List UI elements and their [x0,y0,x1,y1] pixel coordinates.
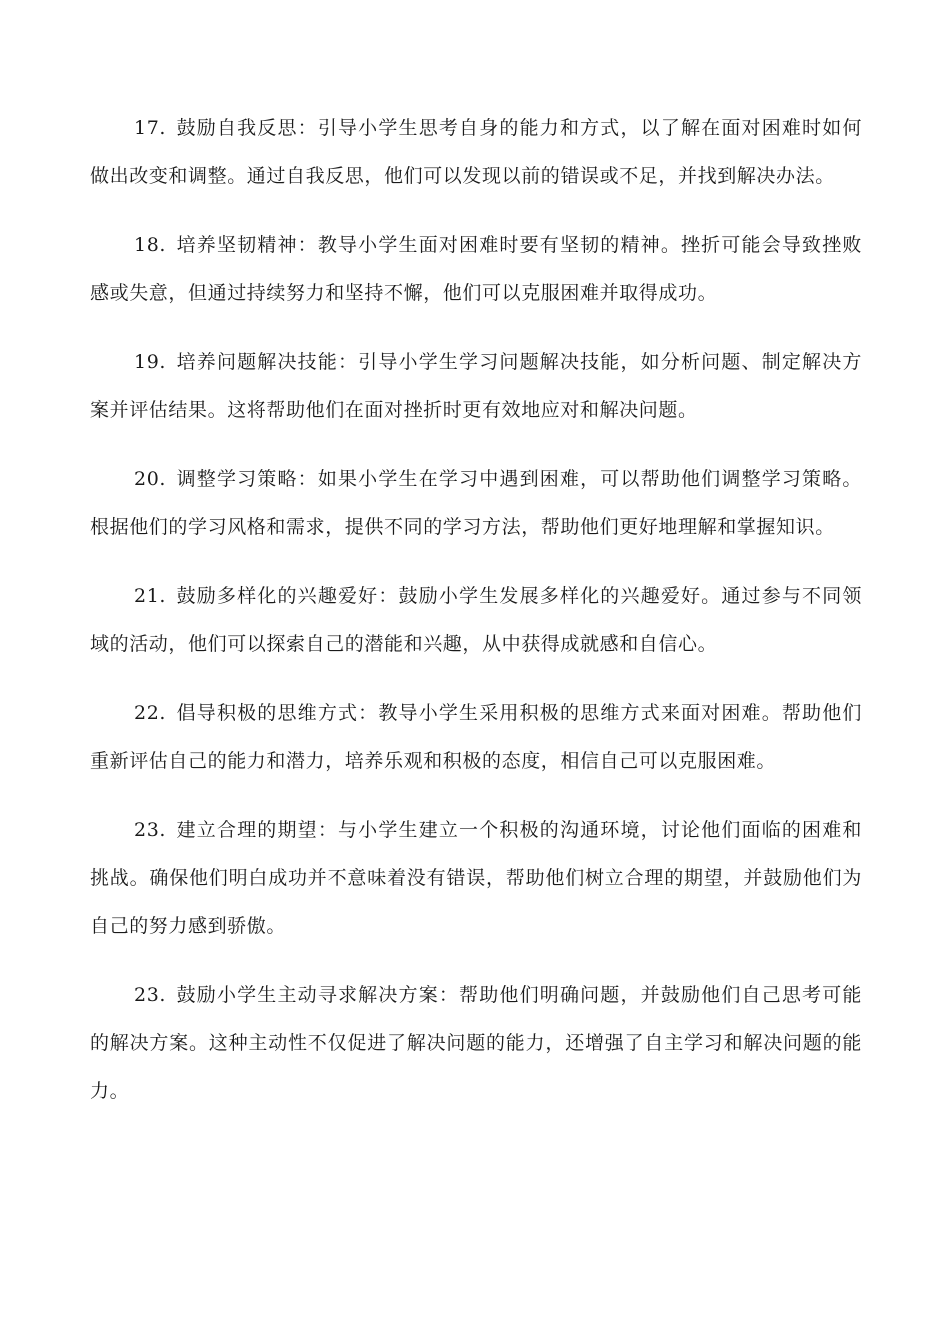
document-body [90,104,862,1136]
paragraph-number: 23. [134,984,167,1006]
paragraph-18 [90,221,862,317]
paragraph-text: 鼓励自我反思：引导小学生思考自身的能力和方式，以了解在面对困难时如何做出改变和调整。通过自我反思，他们可以发现以前的错误或不足，并找到解决办法。 [90,117,862,187]
paragraph-number: 22. [134,702,167,724]
paragraph-text: 建立合理的期望：与小学生建立一个积极的沟通环境，讨论他们面临的困难和挑战。确保他们明白成功并不意味着没有错误，帮助他们树立合理的期望，并鼓励他们为自己的努力感到骄傲。 [90,819,862,937]
paragraph-text: 鼓励多样化的兴趣爱好：鼓励小学生发展多样化的兴趣爱好。通过参与不同领域的活动，他们可以探索自己的潜能和兴趣，从中获得成就感和自信心。 [90,585,862,655]
paragraph-20 [90,455,862,551]
paragraph-number: 19. [134,351,167,373]
paragraph-number: 20. [134,468,167,490]
paragraph-17 [90,104,862,200]
paragraph-text: 培养坚韧精神：教导小学生面对困难时要有坚韧的精神。挫折可能会导致挫败感或失意，但通过持续努力和坚持不懈，他们可以克服困难并取得成功。 [90,234,862,304]
paragraph-21 [90,572,862,668]
paragraph-23 [90,806,862,950]
paragraph-number: 18. [134,234,167,256]
paragraph-22 [90,689,862,785]
paragraph-number: 21. [134,585,167,607]
paragraph-19 [90,338,862,434]
paragraph-text: 倡导积极的思维方式：教导小学生采用积极的思维方式来面对困难。帮助他们重新评估自己的能力和潜力，培养乐观和积极的态度，相信自己可以克服困难。 [90,702,862,772]
paragraph-text: 调整学习策略：如果小学生在学习中遇到困难，可以帮助他们调整学习策略。根据他们的学习风格和需求，提供不同的学习方法，帮助他们更好地理解和掌握知识。 [90,468,862,538]
paragraph-23-second [90,971,862,1115]
paragraph-text: 鼓励小学生主动寻求解决方案：帮助他们明确问题，并鼓励他们自己思考可能的解决方案。这种主动性不仅促进了解决问题的能力，还增强了自主学习和解决问题的能力。 [90,984,862,1102]
paragraph-number: 23. [134,819,167,841]
paragraph-text: 培养问题解决技能：引导小学生学习问题解决技能，如分析问题、制定解决方案并评估结果。这将帮助他们在面对挫折时更有效地应对和解决问题。 [90,351,862,421]
paragraph-number: 17. [134,117,167,139]
